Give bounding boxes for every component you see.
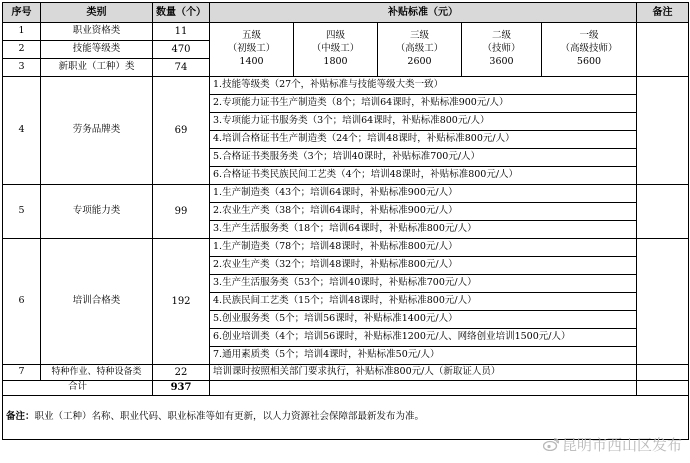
sub-item: 4.民族民间工艺类（15个；培训48课时，补贴标准800元/人） [210, 293, 637, 311]
note-cell-top [637, 23, 689, 77]
row-category: 职业资格类 [41, 23, 153, 41]
level-five: 五级 （初级工） 1400 [210, 23, 294, 77]
row-count: 11 [153, 23, 210, 41]
sub-item: 3.生产生活服务类（53个；培训40课时，补贴标准700元/人） [210, 275, 637, 293]
sub-item: 7.通用素质类（5个；培训4课时，补贴标准50元/人） [210, 347, 637, 365]
row-count: 192 [153, 239, 210, 365]
sub-item: 5.合格证书类服务类（3个；培训40课时，补贴标准700元/人） [210, 149, 637, 167]
row-category: 劳务品牌类 [41, 77, 153, 185]
row-seq: 3 [3, 59, 41, 77]
row-category: 专项能力类 [41, 185, 153, 239]
subsidy-table [2, 2, 689, 440]
row-count: 99 [153, 185, 210, 239]
total-empty [210, 380, 637, 396]
sub-item: 2.农业生产类（32个；培训48课时，补贴标准800元/人） [210, 257, 637, 275]
row-seq: 4 [3, 77, 41, 185]
sub-item: 6.创业培训类（4个；培训56课时，补贴标准1200元/人、网络创业培训1500元/人） [210, 329, 637, 347]
row-seq: 1 [3, 23, 41, 41]
footnote-label: 备注： [6, 411, 35, 423]
table-row [3, 185, 689, 203]
total-row [3, 380, 689, 396]
total-count: 937 [153, 380, 210, 396]
level-one: 一级 （高级技师） 5600 [542, 23, 637, 77]
sub-item: 4.培训合格证书生产制造类（24个；培训48课时，补贴标准800元/人） [210, 131, 637, 149]
note-cell [637, 365, 689, 381]
table-row [3, 23, 689, 41]
header-seq: 序号 [3, 3, 41, 23]
sub-item: 培训课时按照相关部门要求执行，补贴标准800元/人（新取证人员） [210, 365, 637, 381]
sub-item: 6.合格证书类民族民间工艺类（4个；培训48课时，补贴标准800元/人） [210, 167, 637, 185]
level-two: 二级 （技师） 3600 [462, 23, 542, 77]
row-count: 74 [153, 59, 210, 77]
row-seq: 2 [3, 41, 41, 59]
total-label: 合计 [3, 380, 153, 396]
note-cell [637, 77, 689, 185]
row-count: 470 [153, 41, 210, 59]
note-cell [637, 185, 689, 239]
row-category: 特种作业、特种设备类 [41, 365, 153, 381]
header-note: 备注 [637, 3, 689, 23]
sub-item: 1.技能等级类（27个，补贴标准与技能等级大类一致） [210, 77, 637, 95]
sub-item: 1.生产制造类（43个；培训64课时，补贴标准900元/人） [210, 185, 637, 203]
sub-item: 2.农业生产类（38个；培训64课时，补贴标准900元/人） [210, 203, 637, 221]
table-header-row [3, 3, 689, 23]
sub-item: 3.生产生活服务类（18个；培训64课时，补贴标准800元/人） [210, 221, 637, 239]
watermark [543, 434, 682, 455]
sub-item: 1.生产制造类（78个；培训48课时，补贴标准800元/人） [210, 239, 637, 257]
weibo-icon [543, 438, 559, 451]
level-three: 三级 （高级工） 2600 [378, 23, 462, 77]
table-row [3, 365, 689, 381]
level-four: 四级 （中级工） 1800 [294, 23, 378, 77]
note-cell [637, 239, 689, 365]
table-row [3, 77, 689, 95]
table-row [3, 239, 689, 257]
sub-item: 3.专项能力证书服务类（3个；培训64课时，补贴标准800元/人） [210, 113, 637, 131]
header-subsidy: 补贴标准（元） [210, 3, 637, 23]
row-category: 培训合格类 [41, 239, 153, 365]
footnote-text: 职业（工种）名称、职业代码、职业标准等如有更新，以人力资源社会保障部最新发布为准。 [34, 411, 425, 423]
row-seq: 6 [3, 239, 41, 365]
sub-item: 5.创业服务类（5个；培训56课时，补贴标准1400元/人） [210, 311, 637, 329]
header-count: 数量（个） [153, 3, 210, 23]
note-cell [637, 380, 689, 396]
watermark-text: 昆明市西山区发布 [561, 436, 682, 454]
row-category: 技能等级类 [41, 41, 153, 59]
header-category: 类别 [41, 3, 153, 23]
row-count: 22 [153, 365, 210, 381]
row-category: 新职业（工种）类 [41, 59, 153, 77]
footnote [3, 396, 689, 440]
sub-item: 2.专项能力证书生产制造类（8个；培训64课时，补贴标准900元/人） [210, 95, 637, 113]
row-seq: 5 [3, 185, 41, 239]
row-seq: 7 [3, 365, 41, 381]
footnote-row [3, 396, 689, 440]
row-count: 69 [153, 77, 210, 185]
